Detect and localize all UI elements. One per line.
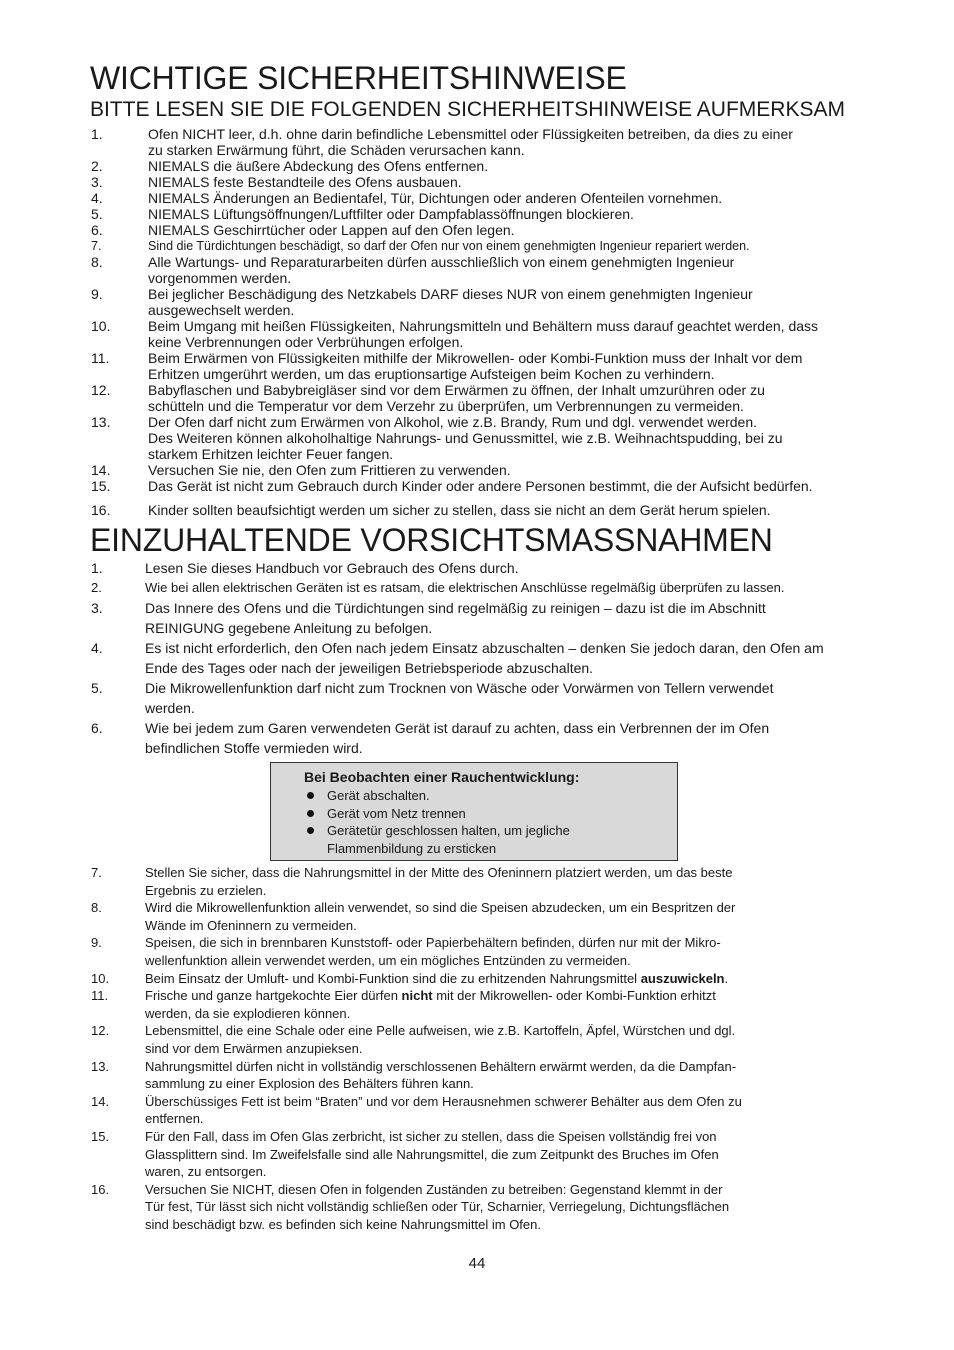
smoke-warning-box: [270, 762, 678, 861]
list-item: 8. Alle Wartungs- und Reparaturarbeiten dürfen ausschließlich von einem genehmigten Ingenieur vorgenommen werden.: [91, 254, 735, 286]
section-title-safety: WICHTIGE SICHERHEITSHINWEISE: [90, 60, 627, 96]
list-item: 4. Es ist nicht erforderlich, den Ofen nach jedem Einsatz abzuschalten – denken Sie jedoch daran, den Ofen am Ende des Tages oder nach der jeweiligen Betriebsperiode abzuschalten.: [91, 640, 824, 676]
list-item: 15. Das Gerät ist nicht zum Gebrauch durch Kinder oder andere Personen bestimmt, die der Aufsicht bedürfen.: [91, 478, 813, 494]
list-item: 16. Kinder sollten beaufsichtigt werden um sicher zu stellen, dass sie nicht an dem Gerät herum spielen.: [91, 502, 771, 518]
list-item: 13. Der Ofen darf nicht zum Erwärmen von Alkohol, wie z.B. Brandy, Rum und dgl. verwendet werden. Des Weiteren können alkoholhaltige Nahrungs- und Genussmittel, wie z.B. Weihnachtspudding, bei zu starkem Erhitzen leichter Feuer fangen.: [91, 414, 783, 462]
bullet-icon: [307, 827, 314, 834]
list-item: 13. Nahrungsmittel dürfen nicht in vollständig verschlossenen Behältern erwärmt werden, da die Dampfan- sammlung zu einer Explosion des Behälters führen kann.: [91, 1058, 737, 1092]
smoke-warning-list: [304, 787, 677, 857]
list-item: 11. Beim Erwärmen von Flüssigkeiten mithilfe der Mikrowellen- oder Kombi-Funktion muss der Inhalt vor dem Erhitzen umgerührt werden, um das eruptionsartige Aufsteigen beim Kochen zu verhindern.: [91, 350, 803, 382]
list-item: 6. NIEMALS Geschirrtücher oder Lappen auf den Ofen legen.: [91, 222, 515, 238]
list-item: 8. Wird die Mikrowellenfunktion allein verwendet, so sind die Speisen abzudecken, um ein Bespritzen der Wände im Ofeninnern zu vermeiden.: [91, 900, 736, 933]
safety-list: [90, 126, 890, 518]
bullet-icon: [307, 810, 314, 817]
list-item: 6. Wie bei jedem zum Garen verwendeten Gerät ist darauf zu achten, dass ein Verbrennen der im Ofen befindlichen Stoffe vermieden wird.: [91, 720, 770, 756]
list-item: 10. Beim Einsatz der Umluft- und Kombi-Funktion sind die zu erhitzenden Nahrungsmittel auszuwickeln.: [91, 970, 729, 986]
page-number: 44: [468, 1255, 486, 1272]
bullet-item: Gerät vom Netz trennen: [304, 805, 677, 823]
list-item: 9. Speisen, die sich in brennbaren Kunststoff- oder Papierbehältern befinden, dürfen nur mit der Mikro- wellenfunktion allein verwendet werden, um ein mögliches Entzünden zu vermeiden.: [91, 935, 721, 968]
list-item: 16. Versuchen Sie NICHT, diesen Ofen in folgenden Zuständen zu betreiben: Gegenstand klemmt in der Tür fest, Tür lässt sich nicht vollständig schließen oder Tür, Scharnier, Verriegelung, Dichtungsflächen sind beschädigt bzw. es befinden sich keine Nahrungsmittel im Ofen.: [91, 1181, 730, 1232]
list-item: 2. NIEMALS die äußere Abdeckung des Ofens entfernen.: [91, 158, 489, 174]
list-item: 12. Babyflaschen und Babybreigläser sind vor dem Erwärmen zu öffnen, der Inhalt umzurühren oder zu schütteln und die Temperatur vor dem Verzehr zu überprüfen, um Verbrennungen zu vermeiden.: [91, 382, 765, 414]
list-item: 12. Lebensmittel, die eine Schale oder eine Pelle aufweisen, wie z.B. Kartoffeln, Äpfel, Würstchen und dgl. sind vor dem Erwärmen anzupieksen.: [91, 1023, 736, 1056]
list-item: 3. NIEMALS feste Bestandteile des Ofens ausbauen.: [91, 174, 462, 190]
precautions-list-continued: [90, 864, 890, 1233]
list-item: 15. Für den Fall, dass im Ofen Glas zerbricht, ist sicher zu stellen, dass die Speisen vollständig frei von Glassplittern sind. Im Zweifelsfalle sind alle Nahrungsmittel, die zum Zeitpunkt des Bruches im Ofen waren, zu entsorgen.: [91, 1128, 719, 1180]
list-item: 3. Das Innere des Ofens und die Türdichtungen sind regelmäßig zu reinigen – dazu ist die im Abschnitt REINIGUNG gegebene Anleitung zu befolgen.: [91, 600, 766, 636]
section-subtitle-safety: BITTE LESEN SIE DIE FOLGENDEN SICHERHEITSHINWEISE AUFMERKSAM: [90, 98, 845, 121]
bullet-icon: [307, 792, 314, 799]
list-item: 10. Beim Umgang mit heißen Flüssigkeiten, Nahrungsmitteln und Behältern muss darauf geachtet werden, dass keine Verbrennungen oder Verbrühungen erfolgen.: [91, 318, 819, 350]
list-item: 5. Die Mikrowellenfunktion darf nicht zum Trocknen von Wäsche oder Vorwärmen von Tellern verwendet werden.: [91, 680, 774, 716]
precautions-list: [90, 558, 890, 758]
list-item: 14. Überschüssiges Fett ist beim “Braten” und vor dem Herausnehmen schwerer Behälter aus dem Ofen zu entfernen.: [91, 1093, 742, 1127]
list-item: 9. Bei jeglicher Beschädigung des Netzkabels DARF dieses NUR von einem genehmigten Ingenieur ausgewechselt werden.: [91, 286, 753, 318]
list-item: 2. Wie bei allen elektrischen Geräten ist es ratsam, die elektrischen Anschlüsse regelmäßig überprüfen zu lassen.: [91, 580, 785, 595]
list-item: 5. NIEMALS Lüftungsöffnungen/Luftfilter oder Dampfablassöffnungen blockieren.: [91, 206, 634, 222]
list-item: 1. Lesen Sie dieses Handbuch vor Gebrauch des Ofens durch.: [91, 560, 519, 576]
list-item: 14. Versuchen Sie nie, den Ofen zum Frittieren zu verwenden.: [91, 462, 511, 478]
list-item: 4. NIEMALS Änderungen an Bedientafel, Tür, Dichtungen oder anderen Ofenteilen vornehmen.: [91, 190, 723, 206]
bullet-item: Gerät abschalten.: [304, 787, 677, 805]
list-item: 7. Stellen Sie sicher, dass die Nahrungsmittel in der Mitte des Ofeninnern platziert werden, um das beste Ergebnis zu erzielen.: [91, 865, 733, 898]
list-item: 11. Frische und ganze hartgekochte Eier dürfen nicht mit der Mikrowellen- oder Kombi-Funktion erhitzt werden, da sie explodieren können.: [91, 988, 716, 1021]
list-item: 1. Ofen NICHT leer, d.h. ohne darin befindliche Lebensmittel oder Flüssigkeiten betreiben, da dies zu einer zu starken Erwärmung führt, die Schäden verursachen kann.: [91, 126, 793, 158]
smoke-warning-title: Bei Beobachten einer Rauchentwicklung:: [304, 769, 580, 785]
bullet-item: Gerätetür geschlossen halten, um jegliche Flammenbildung zu ersticken: [304, 822, 677, 857]
document-page: [90, 60, 890, 1233]
section-title-precautions: EINZUHALTENDE VORSICHTSMASSNAHMEN: [90, 522, 773, 558]
list-item: 7. Sind die Türdichtungen beschädigt, so darf der Ofen nur von einem genehmigten Ingenieur repariert werden.: [91, 239, 750, 253]
